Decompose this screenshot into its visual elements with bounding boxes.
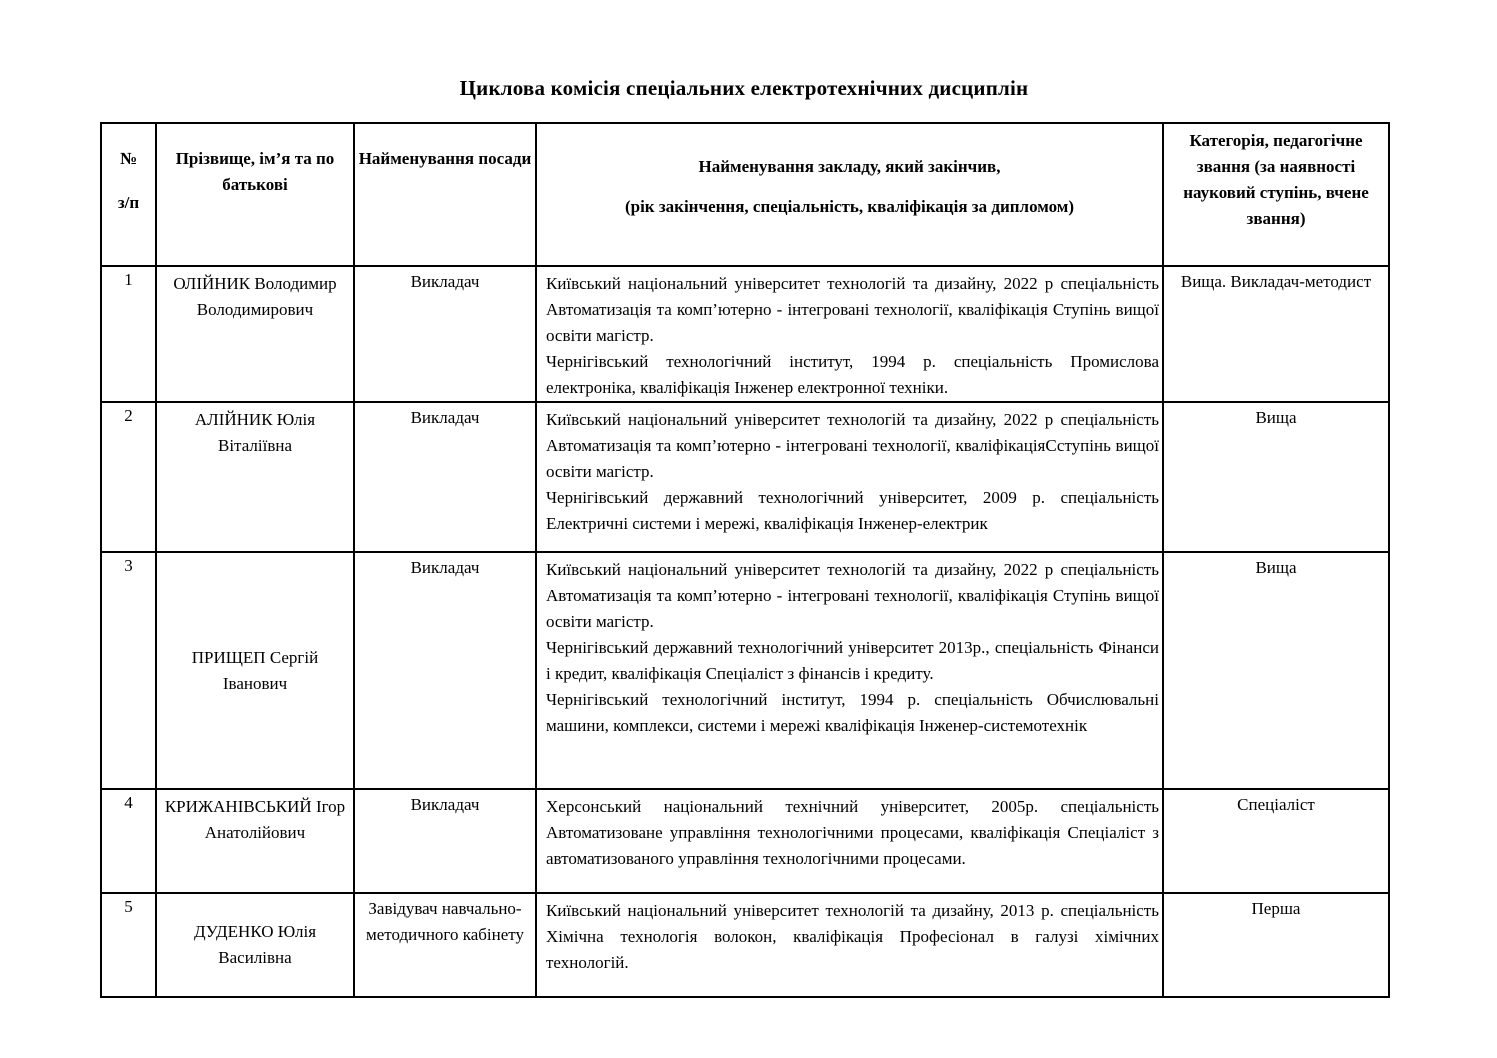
header-institution-line2: (рік закінчення, спеціальність, кваліфікація за дипломом)	[624, 197, 1075, 216]
row-number-cell: 2	[101, 402, 156, 552]
row-number-cell: 1	[101, 266, 156, 402]
name-cell: КРИЖАНІВСЬКИЙ Ігор Анатолійович	[156, 789, 354, 893]
name-cell: ПРИЩЕП Сергій Іванович	[156, 552, 354, 789]
position-cell: Викладач	[354, 266, 536, 402]
education-paragraph: Київський національний університет технологій та дизайну, 2022 р спеціальність Автоматизація та комп’ютерно - інтегровані технології, кваліфікаціяСступінь вищої освіти магістр.	[546, 410, 1159, 481]
header-num-line1: №	[119, 149, 138, 168]
category-cell: Перша	[1163, 893, 1389, 997]
education-cell	[536, 893, 1163, 997]
education-cell	[536, 552, 1163, 789]
header-institution-line1: Найменування закладу, який закінчив,	[698, 157, 1001, 176]
education-paragraph: Чернігівський державний технологічний університет, 2009 р. спеціальність Електричні системи і мережі, кваліфікація Інженер-електрик	[546, 488, 1159, 533]
table-row	[101, 552, 1389, 789]
education-paragraph: Київський національний університет технологій та дизайну, 2013 р. спеціальність Хімічна технологія волокон, кваліфікація Професіонал в галузі хімічних технологій.	[546, 901, 1159, 972]
position-cell: Завідувач навчально-методичного кабінету	[354, 893, 536, 997]
education-paragraph: Київський національний університет технологій та дизайну, 2022 р спеціальність Автоматизація та комп’ютерно - інтегровані технології, кваліфікація Ступінь вищої освіти магістр.	[546, 560, 1159, 631]
name-cell: АЛІЙНИК Юлія Віталіївна	[156, 402, 354, 552]
position-cell: Викладач	[354, 402, 536, 552]
header-name: Прізвище, ім’я та по батькові	[156, 123, 354, 266]
row-number-cell: 4	[101, 789, 156, 893]
education-paragraph: Чернігівський технологічний інститут, 1994 р. спеціальність Промислова електроніка, кваліфікація Інженер електронної техніки.	[546, 352, 1159, 397]
position-cell: Викладач	[354, 789, 536, 893]
category-cell: Вища. Викладач-методист	[1163, 266, 1389, 402]
category-cell: Вища	[1163, 552, 1389, 789]
education-paragraph: Чернігівський технологічний інститут, 1994 р. спеціальність Обчислювальні машини, комплекси, системи і мережі кваліфікація Інженер-системотехнік	[546, 690, 1159, 735]
header-num	[101, 123, 156, 266]
header-num-line2: з/п	[117, 193, 140, 212]
row-number-cell: 3	[101, 552, 156, 789]
position-cell: Викладач	[354, 552, 536, 789]
page-title: Циклова комісія спеціальних електротехнічних дисциплін	[459, 76, 1029, 100]
education-paragraph: Херсонський національний технічний університет, 2005р. спеціальність Автоматизоване управління технологічними процесами, кваліфікація Спеціаліст з автоматизованого управління технологічними процесами.	[546, 797, 1159, 868]
header-institution	[536, 123, 1163, 266]
name-cell: ДУДЕНКО Юлія Василівна	[156, 893, 354, 997]
table-row	[101, 789, 1389, 893]
table-row	[101, 402, 1389, 552]
category-cell: Спеціаліст	[1163, 789, 1389, 893]
education-paragraph: Чернігівський державний технологічний університет 2013р., спеціальність Фінанси і кредит, кваліфікація Спеціаліст з фінансів і кредиту.	[546, 638, 1159, 683]
name-cell: ОЛІЙНИК Володимир Володимирович	[156, 266, 354, 402]
education-cell	[536, 402, 1163, 552]
header-position: Найменування посади	[354, 123, 536, 266]
education-cell	[536, 789, 1163, 893]
education-paragraph: Київський національний університет технологій та дизайну, 2022 р спеціальність Автоматизація та комп’ютерно - інтегровані технології, кваліфікація Ступінь вищої освіти магістр.	[546, 274, 1159, 345]
table-row	[101, 266, 1389, 402]
education-cell	[536, 266, 1163, 402]
header-category: Категорія, педагогічне звання (за наявності науковий ступінь, вчене звання)	[1163, 123, 1389, 266]
row-number-cell: 5	[101, 893, 156, 997]
table-row	[101, 893, 1389, 997]
table-header-row	[101, 123, 1389, 266]
category-cell: Вища	[1163, 402, 1389, 552]
staff-table	[100, 122, 1390, 998]
